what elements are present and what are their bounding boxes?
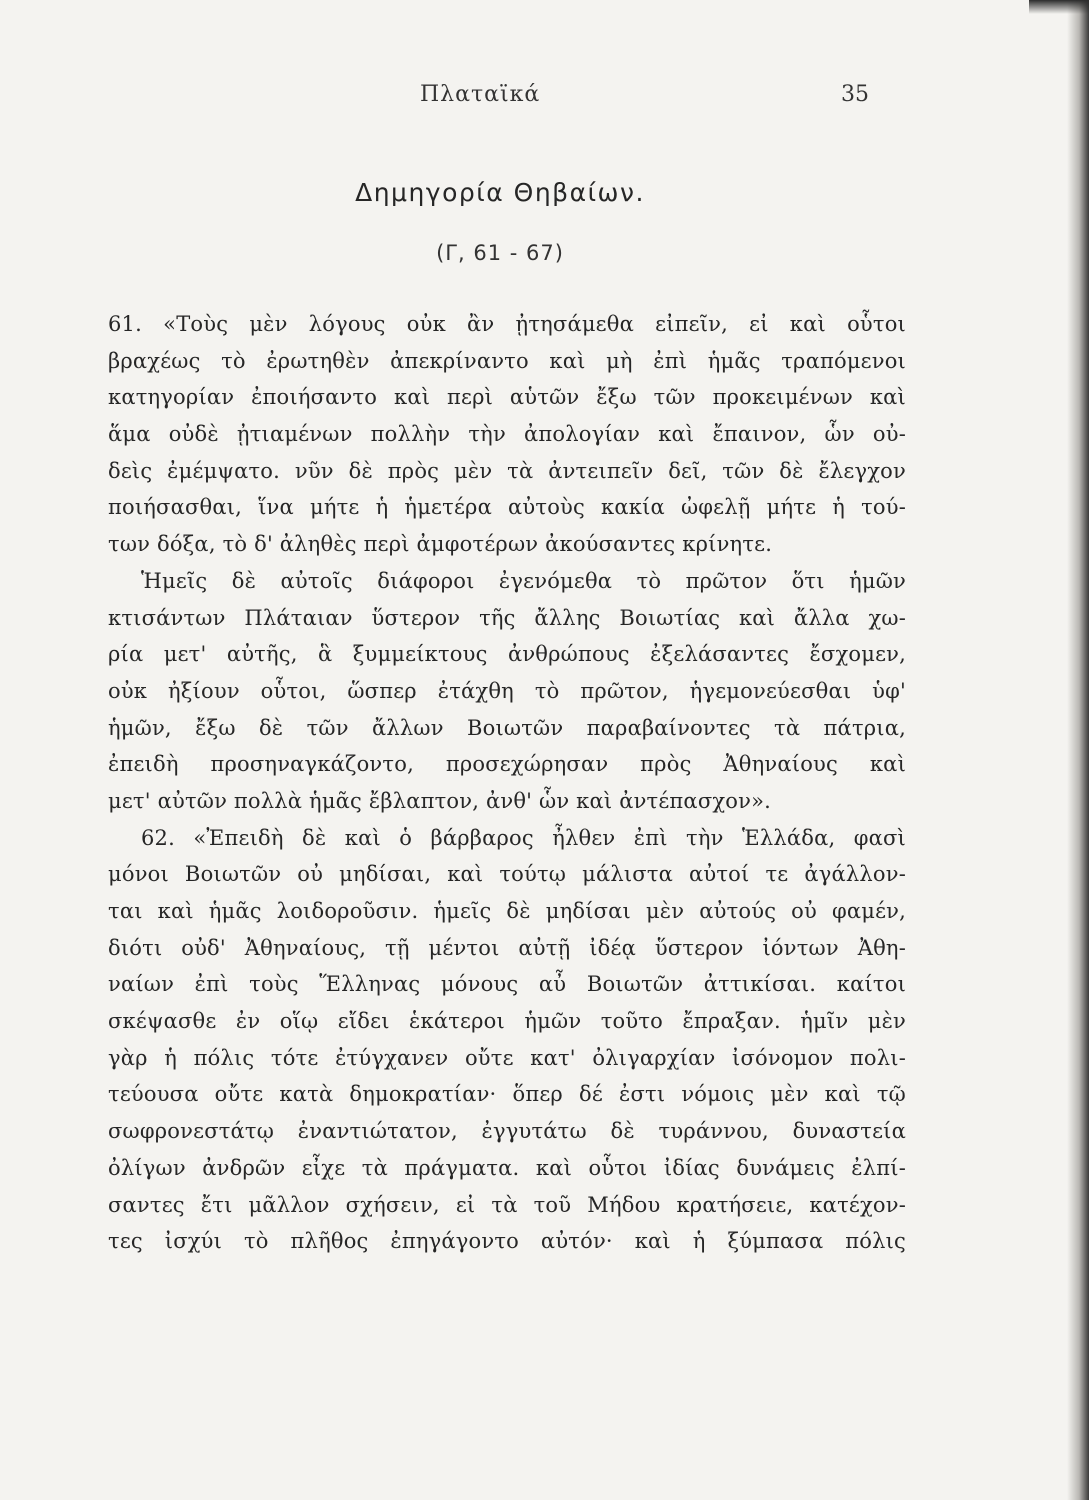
page-edge-shadow xyxy=(1067,0,1089,1500)
text-line: διότι οὐδ' Ἀθηναίους, τῇ μέντοι αὐτῇ ἰδέᾳ ὕστερον ἰόντων Ἀθη- xyxy=(108,935,906,960)
text-line: κτισάντων Πλάταιαν ὕστερον τῆς ἄλλης Βοιωτίας καὶ ἄλλα χω- xyxy=(108,605,906,630)
text-line: σαντες ἔτι μᾶλλον σχήσειν, εἰ τὰ τοῦ Μήδου κρατήσειε, κατέχον- xyxy=(108,1192,906,1217)
text-line: μόνοι Βοιωτῶν οὐ μηδίσαι, καὶ τούτῳ μάλιστα αὐτοί τε ἀγάλλον- xyxy=(108,862,906,887)
page-number: 35 xyxy=(841,82,869,107)
text-line: ναίων ἐπὶ τοὺς Ἕλληνας μόνους αὖ Βοιωτῶν ἀττικίσαι. καίτοι xyxy=(108,972,906,997)
text-line: τεύουσα οὔτε κατὰ δημοκρατίαν· ὅπερ δέ ἐστι νόμοις μὲν καὶ τῷ xyxy=(108,1082,906,1107)
body-text xyxy=(108,306,906,1260)
text-line: δεὶς ἐμέμψατο. νῦν δὲ πρὸς μὲν τὰ ἀντειπεῖν δεῖ, τῶν δὲ ἔλεγχον xyxy=(108,458,906,483)
text-line: ποιήσασθαι, ἵνα μήτε ἡ ἡμετέρα αὐτοὺς κακία ὠφελῇ μήτε ἡ τού- xyxy=(108,495,906,520)
text-line: 61. «Τοὺς μὲν λόγους οὐκ ἂν ᾐτησάμεθα εἰπεῖν, εἰ καὶ οὗτοι xyxy=(108,312,906,336)
text-line: ἐπειδὴ προσηναγκάζοντο, προσεχώρησαν πρὸς Ἀθηναίους καὶ xyxy=(108,752,906,777)
text-line: γὰρ ἡ πόλις τότε ἐτύγχανεν οὔτε κατ' ὀλιγαρχίαν ἰσόνομον πολι- xyxy=(108,1045,906,1070)
text-line: ἡμῶν, ἔξω δὲ τῶν ἄλλων Βοιωτῶν παραβαίνοντες τὰ πάτρια, xyxy=(108,715,906,740)
section-title: Δημηγορία Θηβαίων. xyxy=(355,178,645,207)
running-head xyxy=(0,82,1089,112)
text-line: ται καὶ ἡμᾶς λοιδοροῦσιν. ἡμεῖς δὲ μηδίσαι μὲν αὐτούς οὐ φαμέν, xyxy=(108,899,906,923)
text-line: ὀλίγων ἀνδρῶν εἶχε τὰ πράγματα. καὶ οὗτοι ἰδίας δυνάμεις ἐλπί- xyxy=(108,1155,906,1180)
text-line: σωφρονεστάτῳ ἐναντιώτατον, ἐγγυτάτω δὲ τυράννου, δυναστεία xyxy=(108,1119,906,1144)
running-title: Πλαταϊκά xyxy=(420,82,541,107)
text-line: κατηγορίαν ἐποιήσαντο καὶ περὶ αὑτῶν ἔξω τῶν προκειμένων καὶ xyxy=(108,385,906,410)
text-line: ἅμα οὐδὲ ᾐτιαμένων πολλὴν τὴν ἀπολογίαν καὶ ἔπαινον, ὧν οὐ- xyxy=(108,422,906,447)
text-line: σκέψασθε ἐν οἵῳ εἴδει ἑκάτεροι ἡμῶν τοῦτο ἔπραξαν. ἡμῖν μὲν xyxy=(108,1009,906,1034)
text-line: 62. «Ἐπειδὴ δὲ καὶ ὁ βάρβαρος ἦλθεν ἐπὶ τὴν Ἑλλάδα, φασὶ xyxy=(141,825,906,850)
text-line: των δόξα, τὸ δ' ἀληθὲς περὶ ἀμφοτέρων ἀκούσαντες κρίνητε. xyxy=(108,532,773,557)
text-line: μετ' αὐτῶν πολλὰ ἡμᾶς ἔβλαπτον, ἀνθ' ὧν καὶ ἀντέπασχον». xyxy=(108,788,772,813)
text-line: ρία μετ' αὐτῆς, ἃ ξυμμείκτους ἀνθρώπους ἐξελάσαντες ἔσχομεν, xyxy=(108,642,906,667)
text-line: βραχέως τὸ ἐρωτηθὲν ἀπεκρίναντο καὶ μὴ ἐπὶ ἡμᾶς τραπόμενοι xyxy=(108,348,906,373)
section-reference: (Γ, 61 - 67) xyxy=(436,241,564,265)
text-line: τες ἰσχύι τὸ πλῆθος ἐπηγάγοντο αὐτόν· καὶ ἡ ξύμπασα πόλις xyxy=(108,1229,906,1254)
page-corner-shadow xyxy=(1029,0,1089,14)
text-line: οὐκ ἠξίουν οὗτοι, ὥσπερ ἐτάχθη τὸ πρῶτον, ἡγεμονεύεσθαι ὑφ' xyxy=(108,678,906,703)
text-line: Ἡμεῖς δὲ αὐτοῖς διάφοροι ἐγενόμεθα τὸ πρῶτον ὅτι ἡμῶν xyxy=(141,568,906,593)
